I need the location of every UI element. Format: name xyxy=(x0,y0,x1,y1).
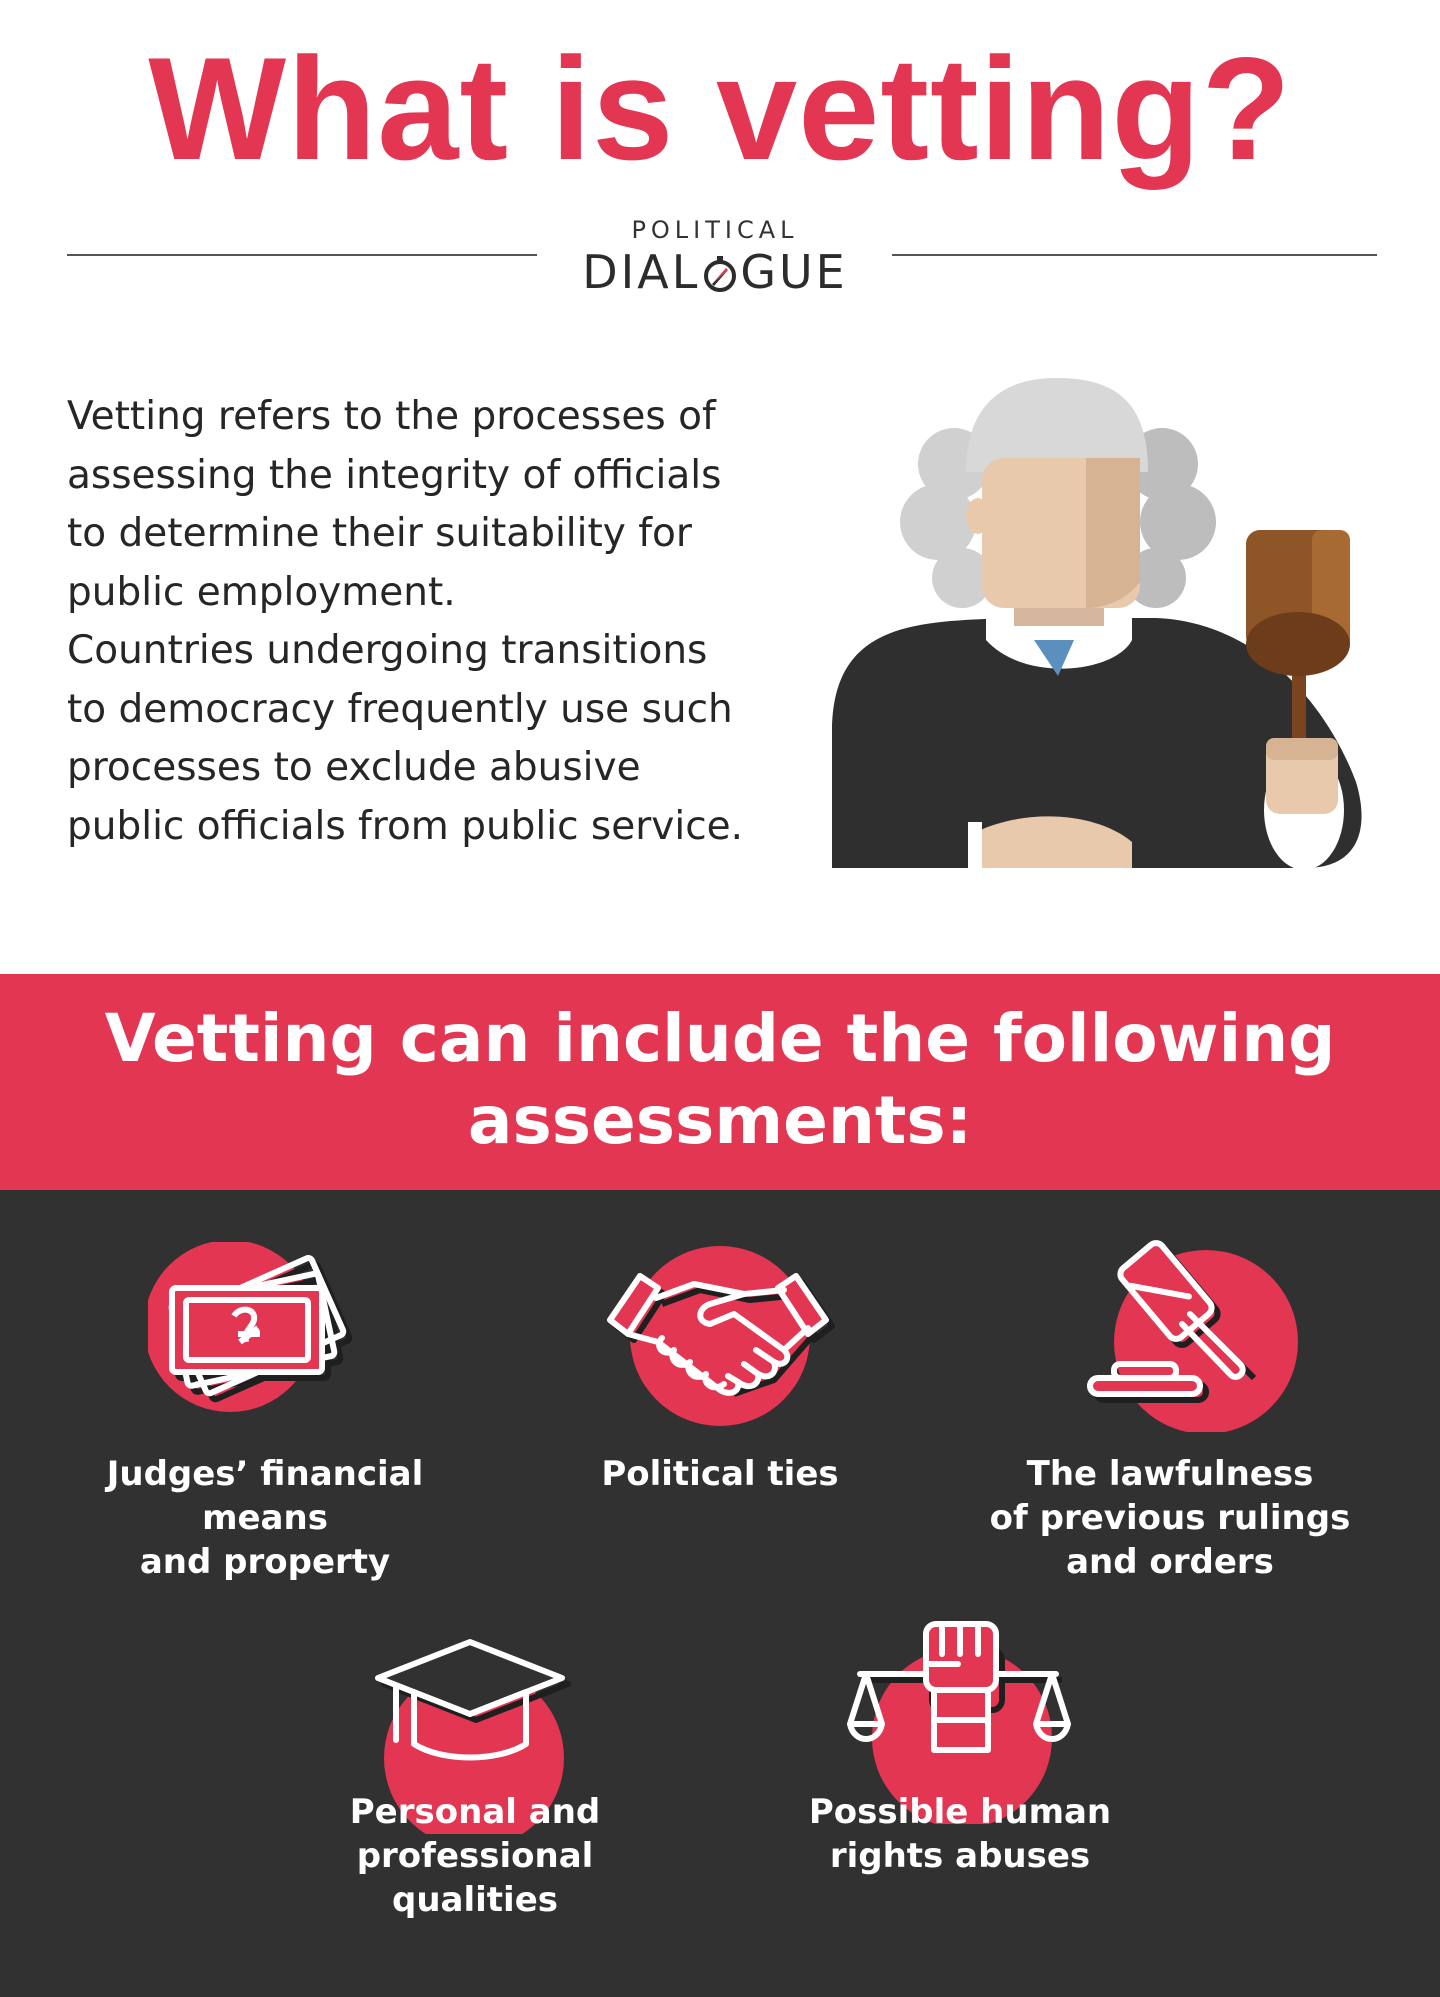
assessment-label: Personal and professional qualities xyxy=(349,1792,601,1920)
judge-with-gavel-icon xyxy=(826,372,1366,876)
assessment-label: Judges’ financial means and property xyxy=(106,1454,424,1582)
page-title: What is vetting? xyxy=(148,27,1292,190)
assessment-label: Possible human rights abuses xyxy=(808,1792,1112,1876)
assessments-heading: Vetting can include the following assessments: xyxy=(104,1000,1336,1159)
assessments-panel xyxy=(0,1190,1440,1997)
assessment-label: The lawfulness of previous rulings and orders xyxy=(989,1454,1351,1582)
logo xyxy=(540,245,890,299)
assessments-banner xyxy=(0,974,1440,1190)
logo-top-word: POLITICAL xyxy=(631,216,799,244)
logo-word-left: DIAL xyxy=(582,245,701,299)
divider-right xyxy=(892,254,1377,256)
gavel-icon xyxy=(1080,1232,1310,1432)
logo-word-right: GUE xyxy=(740,245,848,299)
intro-text: Vetting refers to the processes of assessing the integrity of officials to determine their suitability for public employment. Countries undergoing transitions to democracy frequently use such processes to exclude abusive public officials from public service. xyxy=(67,394,744,849)
money-icon xyxy=(148,1242,358,1432)
compass-icon xyxy=(700,251,740,293)
divider-left xyxy=(67,254,537,256)
assessment-label: Political ties xyxy=(601,1454,839,1494)
handshake-icon xyxy=(598,1242,838,1432)
